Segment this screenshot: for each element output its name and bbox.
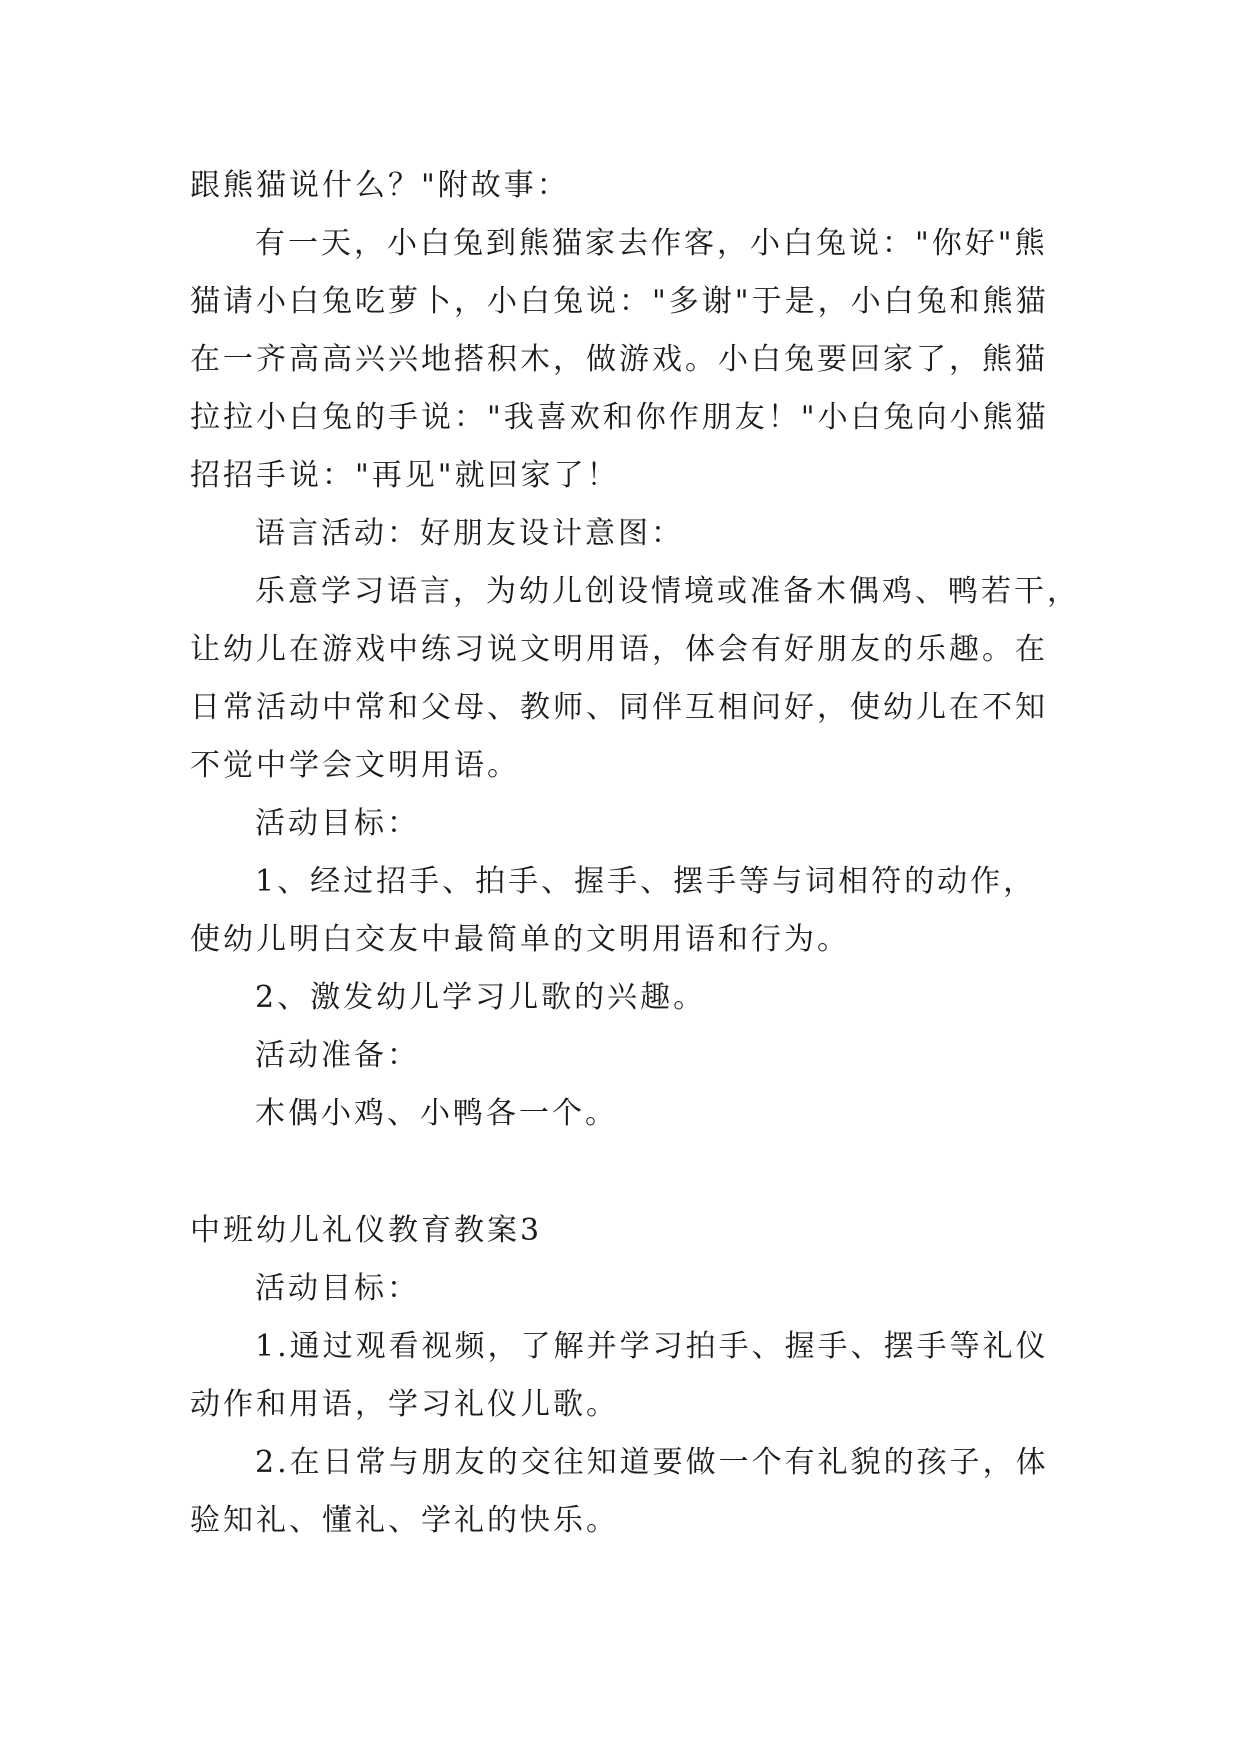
text-line: 语言活动：好朋友设计意图： [255,516,684,551]
text-line: 不觉中学会文明用语。 [190,748,520,783]
text-line: 跟熊猫说什么？"附故事： [190,168,570,203]
text-line: 乐意学习语言，为幼儿创设情境或准备木偶鸡、鸭若干， [255,574,1080,609]
text-line: 1.通过观看视频，了解并学习拍手、握手、摆手等礼仪 [255,1329,1049,1364]
text-line: 1、经过招手、拍手、握手、摆手等与词相符的动作， [255,864,1037,899]
text-line: 招招手说："再见"就回家了！ [190,458,620,493]
text-line: 日常活动中常和父母、教师、同伴互相问好，使幼儿在不知 [190,690,1048,725]
text-line: 2.在日常与朋友的交往知道要做一个有礼貌的孩子，体 [255,1445,1049,1480]
text-line: 验知礼、懂礼、学礼的快乐。 [190,1503,619,1538]
text-line: 活动目标： [255,1271,420,1306]
text-line: 拉拉小白兔的手说："我喜欢和你作朋友！"小白兔向小熊猫 [190,400,1049,435]
text-line: 2、激发幼儿学习儿歌的兴趣。 [255,980,707,1015]
text-line: 动作和用语，学习礼仪儿歌。 [190,1387,619,1422]
text-line: 木偶小鸡、小鸭各一个。 [255,1096,618,1131]
section-heading: 中班幼儿礼仪教育教案3 [190,1213,543,1248]
text-line: 让幼儿在游戏中练习说文明用语，体会有好朋友的乐趣。在 [190,632,1048,667]
text-line: 活动目标： [255,806,420,841]
text-line: 在一齐高高兴兴地搭积木，做游戏。小白兔要回家了，熊猫 [190,342,1048,377]
text-line: 有一天，小白兔到熊猫家去作客，小白兔说："你好"熊 [255,226,1048,261]
text-line: 猫请小白兔吃萝卜，小白兔说："多谢"于是，小白兔和熊猫 [190,284,1049,319]
text-line: 使幼儿明白交友中最简单的文明用语和行为。 [190,922,850,957]
text-line: 活动准备： [255,1038,420,1073]
